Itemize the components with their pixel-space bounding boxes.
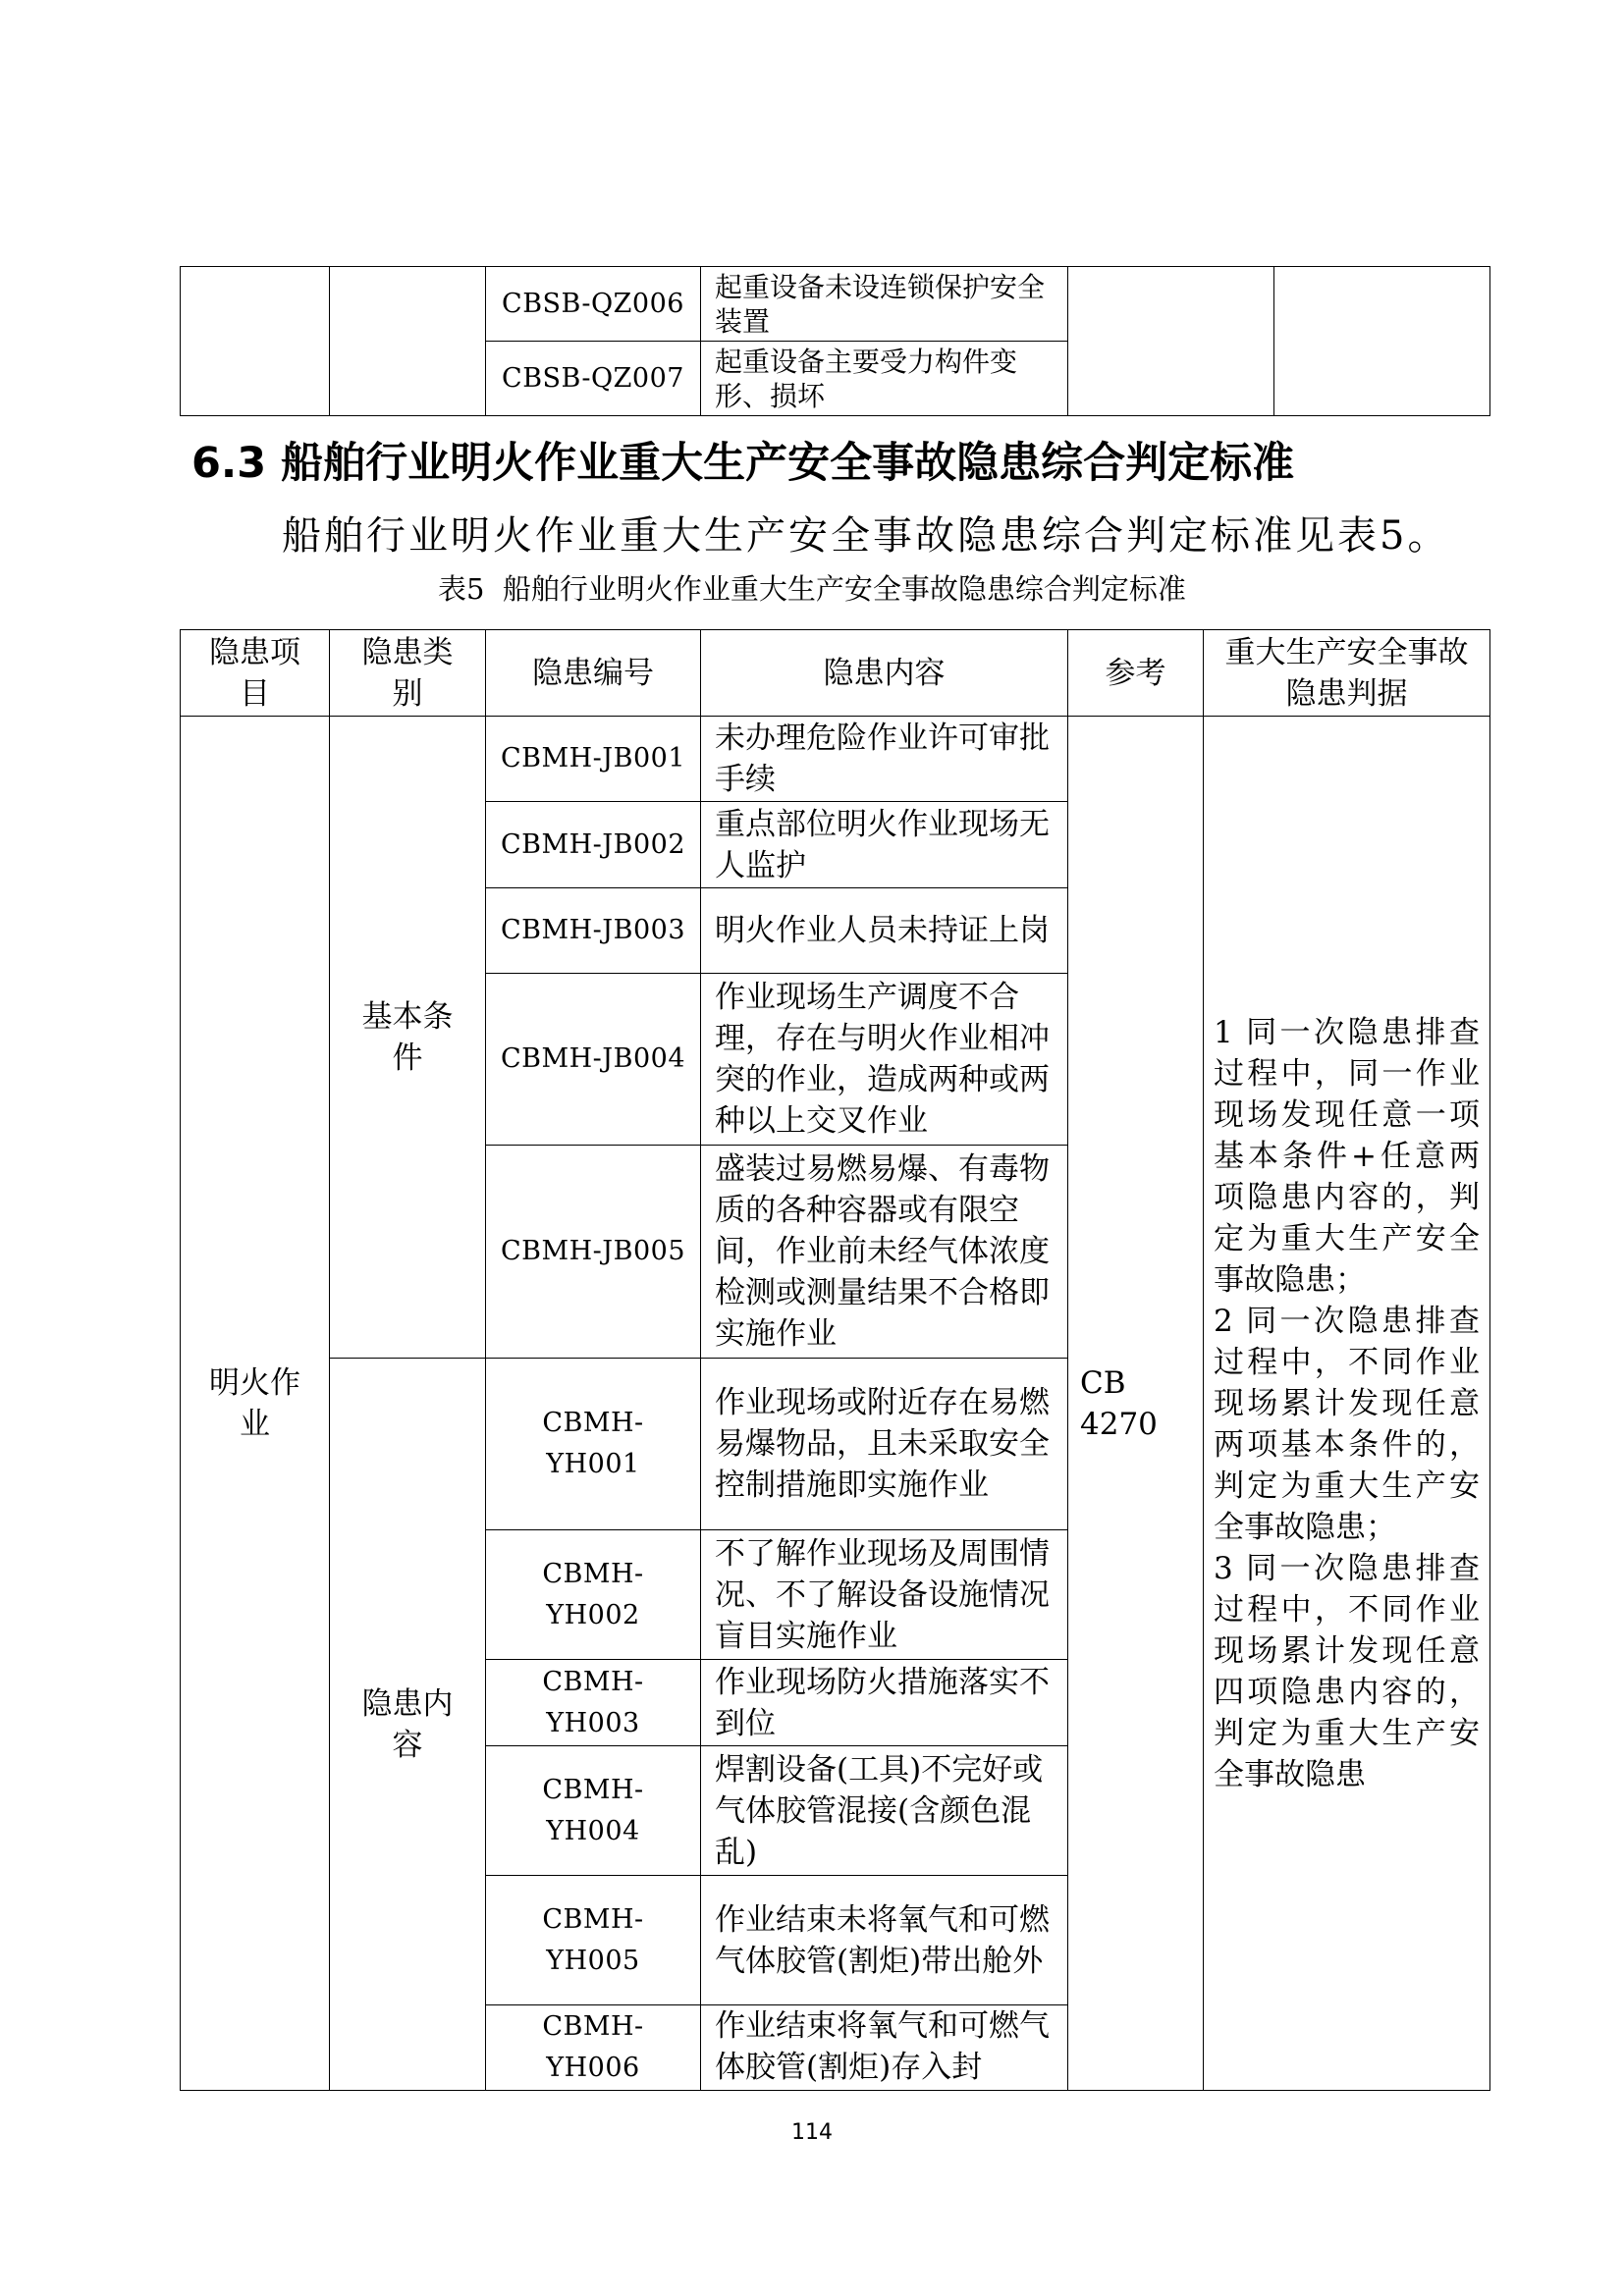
code-cell: CBSB-QZ006 [486, 267, 701, 342]
code-cell: CBMH-YH004 [486, 1746, 701, 1876]
content-cell: 作业结束将氧气和可燃气体胶管(割炬)存入封 [701, 2005, 1068, 2091]
category-cell-hazard: 隐患内容 [330, 1359, 486, 2091]
code-cell: CBMH-YH003 [486, 1660, 701, 1746]
content-cell: 起重设备未设连锁保护安全装置 [701, 267, 1068, 342]
header-item: 隐患项目 [181, 630, 330, 717]
item-cell: 明火作业 [181, 717, 330, 2091]
category-cell [330, 267, 486, 416]
content-cell: 作业结束未将氧气和可燃气体胶管(割炬)带出舱外 [701, 1876, 1068, 2005]
reference-cell [1068, 267, 1274, 416]
code-cell: CBMH-JB001 [486, 717, 701, 802]
code-cell: CBMH-YH005 [486, 1876, 701, 2005]
table-caption: 表5 船舶行业明火作业重大生产安全事故隐患综合判定标准 [438, 572, 1186, 606]
continuation-table [180, 266, 1490, 416]
criteria-cell [1204, 717, 1490, 2091]
header-reference: 参考 [1068, 630, 1204, 717]
criteria-item: 3 同一次隐患排查过程中，不同作业现场累计发现任意四项隐患内容的，判定为重大生产安全事故隐患 [1214, 1550, 1480, 1792]
criteria-cell [1274, 267, 1490, 416]
hazard-criteria-table [180, 629, 1490, 2091]
category-cell-basic: 基本条件 [330, 717, 486, 1359]
section-heading: 6.3 船舶行业明火作业重大生产安全事故隐患综合判定标准 [191, 439, 1295, 488]
code-cell: CBMH-JB004 [486, 974, 701, 1146]
code-cell: CBMH-YH002 [486, 1530, 701, 1660]
reference-cell: CB 4270 [1068, 717, 1204, 2091]
header-category: 隐患类别 [330, 630, 486, 717]
content-cell: 不了解作业现场及周围情况、不了解设备设施情况盲目实施作业 [701, 1530, 1068, 1660]
code-cell: CBSB-QZ007 [486, 342, 701, 416]
content-cell: 作业现场防火措施落实不到位 [701, 1660, 1068, 1746]
content-cell: 作业现场生产调度不合理，存在与明火作业相冲突的作业，造成两种或两种以上交叉作业 [701, 974, 1068, 1146]
content-cell: 明火作业人员未持证上岗 [701, 888, 1068, 974]
page-number: 114 [791, 2120, 833, 2145]
header-content: 隐患内容 [701, 630, 1068, 717]
header-code: 隐患编号 [486, 630, 701, 717]
content-cell: 焊割设备(工具)不完好或气体胶管混接(含颜色混乱) [701, 1746, 1068, 1876]
code-cell: CBMH-JB002 [486, 802, 701, 888]
code-cell: CBMH-JB005 [486, 1146, 701, 1359]
content-cell: 重点部位明火作业现场无人监护 [701, 802, 1068, 888]
code-cell: CBMH-YH001 [486, 1359, 701, 1530]
code-cell: CBMH-JB003 [486, 888, 701, 974]
item-cell [181, 267, 330, 416]
criteria-item: 1 同一次隐患排查过程中，同一作业现场发现任意一项基本条件+任意两项隐患内容的，判定为重大生产安全事故隐患； [1214, 1014, 1480, 1298]
content-cell: 未办理危险作业许可审批手续 [701, 717, 1068, 802]
code-cell: CBMH-YH006 [486, 2005, 701, 2091]
header-criteria: 重大生产安全事故隐患判据 [1204, 630, 1490, 717]
criteria-item: 2 同一次隐患排查过程中，不同作业现场累计发现任意两项基本条件的，判定为重大生产安全事故隐患； [1214, 1303, 1480, 1545]
content-cell: 作业现场或附近存在易燃易爆物品，且未采取安全控制措施即实施作业 [701, 1359, 1068, 1530]
table-header-row [181, 630, 1490, 717]
intro-paragraph: 船舶行业明火作业重大生产安全事故隐患综合判定标准见表5。 [282, 513, 1450, 559]
content-cell: 起重设备主要受力构件变形、损坏 [701, 342, 1068, 416]
table-row [181, 717, 1490, 802]
table-row [181, 267, 1490, 342]
content-cell: 盛装过易燃易爆、有毒物质的各种容器或有限空间，作业前未经气体浓度检测或测量结果不合格即实施作业 [701, 1146, 1068, 1359]
